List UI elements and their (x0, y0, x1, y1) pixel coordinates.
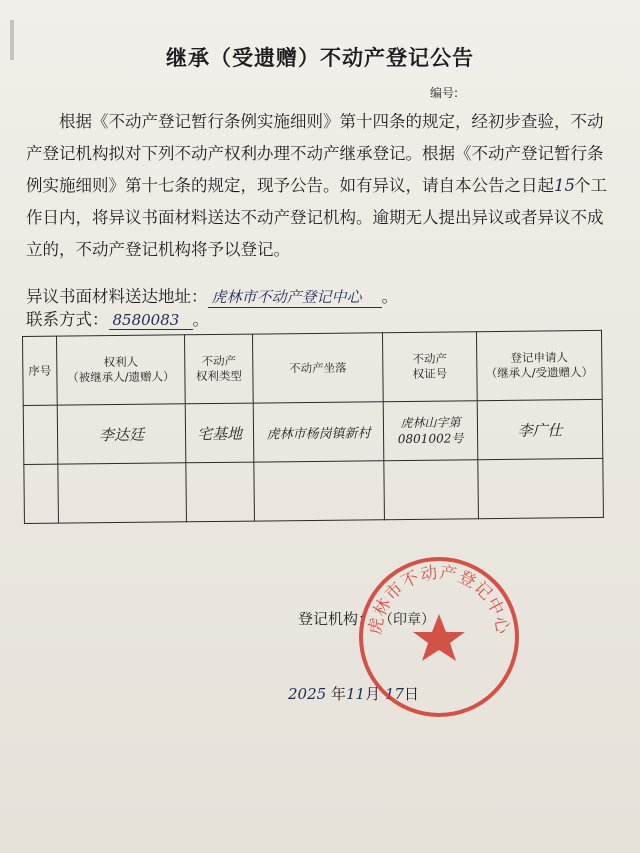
notice-title: 继承（受遗赠）不动产登记公告 (166, 46, 474, 70)
date-year-suffix: 年 (330, 685, 346, 703)
contact-value: 8580083 (109, 311, 193, 330)
body-before-days: 根据《不动产登记暂行条例实施细则》第十四条的规定，经初步查验，不动产登记机构拟对下列不动产权利办理不动产继承登记。根据《不动产登记暂行条例实施细则》第十七条的规定，现予公告。如有异议，请自本公告之日起 (26, 112, 604, 195)
seal-text: 虎林市不动产登记中心 (365, 562, 513, 637)
cell-index (24, 464, 59, 523)
header-cell-applicant: 登记申请人 （继承人/受遗赠人） (476, 330, 602, 400)
table-row (24, 458, 604, 523)
contact-line (26, 306, 209, 330)
property-table (22, 330, 604, 524)
table-header-row (23, 330, 603, 405)
seal-placeholder: （印章） (379, 612, 436, 628)
official-seal (354, 552, 524, 722)
date-year: 2025 (288, 685, 327, 703)
cell-cert-no: 虎林山字第0801002号 (383, 401, 478, 461)
date-month: 11 (345, 685, 366, 703)
header-cell-cert-no: 不动产 权证号 (382, 332, 477, 402)
seal-star-icon (413, 614, 465, 661)
address-end: 。 (381, 287, 398, 306)
cell-right-type (186, 462, 255, 522)
date-day: 17 (384, 685, 404, 703)
address-value: 虎林市不动产登记中心 (208, 286, 382, 308)
address-label: 异议书面材料送达地址： (26, 287, 208, 306)
authority-label: 登记机构： (298, 610, 374, 628)
contact-end: 。 (192, 310, 209, 329)
date-day-suffix: 日 (403, 685, 419, 703)
header-cell-holder: 权利人 （被继承人/遗赠人） (57, 335, 186, 405)
cell-index (23, 405, 58, 464)
header-cell-right-type: 不动产 权利类型 (184, 334, 253, 404)
address-line (26, 283, 398, 308)
contact-label: 联系方式： (26, 310, 109, 329)
header-cell-location: 不动产坐落 (252, 333, 383, 403)
cell-holder: 李达廷 (57, 404, 186, 464)
cell-right-type: 宅基地 (185, 403, 254, 463)
cell-applicant: 李广仕 (477, 399, 603, 459)
cell-cert-no (384, 460, 479, 520)
table-row (23, 399, 603, 464)
header-cell-index: 序号 (23, 336, 58, 405)
cell-applicant (478, 458, 604, 518)
cell-location: 虎林市杨岗镇新村 (253, 402, 384, 462)
cell-location (254, 461, 385, 521)
body-after-days: 个工作日内，将异议书面材料送达不动产登记机构。逾期无人提出异议或者异议不成立的，不动产登记机构将予以登记。 (26, 176, 607, 259)
notice-body (26, 106, 616, 266)
date-month-suffix: 月 (365, 685, 381, 703)
serial-label: 编号: (430, 86, 459, 100)
cell-holder (58, 463, 187, 523)
days-value: 15 (554, 176, 575, 195)
